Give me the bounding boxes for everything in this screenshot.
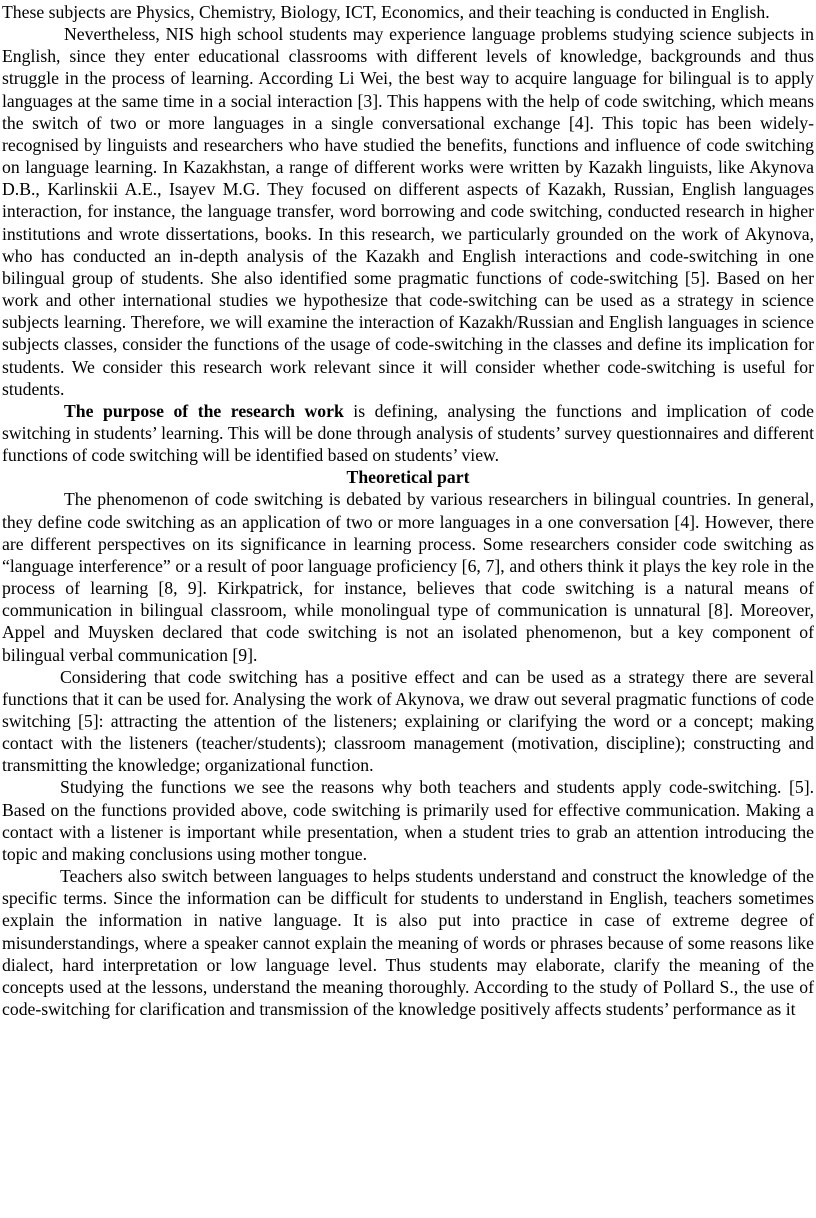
paragraph-phenomenon: The phenomenon of code switching is debated by various researchers in bilingual countries. In general, they define code switching as an application of two or more languages in a one conversation [4]. However, there are different perspectives on its significance in learning process. Some researchers consider code switching as “language interference” or a result of poor language proficiency [6, 7], and others think it plays the key role in the process of learning [8, 9]. Kirkpatrick, for instance, believes that code switching is a natural means of communication in bilingual classroom, while monolingual type of communication is unnatural [8]. Moreover, Appel and Muysken declared that code switching is not an isolated phenomenon, but a key component of bilingual verbal communication [9].	[2, 489, 814, 665]
paragraph-reasons: Studying the functions we see the reasons why both teachers and students apply code-switching. [5]. Based on the functions provided above, code switching is primarily used for effective communication. Making a contact with a listener is important while presentation, when a student tries to grab an attention introducing the topic and making conclusions using mother tongue.	[2, 777, 814, 864]
paragraph-functions: Considering that code switching has a positive effect and can be used as a strategy there are several functions that it can be used for. Analysing the work of Akynova, we draw out several pragmatic functions of code switching [5]: attracting the attention of the listeners; explaining or clarifying the word or a concept; making contact with the listeners (teacher/students); classroom management (motivation, discipline); constructing and transmitting the knowledge; organizational function.	[2, 666, 814, 776]
research-purpose-text: is defining, analysing the functions and implication of code switching in students’ learning. This will be done through analysis of students’ survey questionnaires and different functions of code switching will be identified based on students’ view.	[2, 400, 814, 466]
paragraph-research-purpose	[2, 400, 814, 466]
research-purpose-lead: The purpose of the research work	[64, 400, 344, 421]
paragraph-intro-continued: These subjects are Physics, Chemistry, Biology, ICT, Economics, and their teaching is conducted in English.	[2, 2, 770, 22]
paragraph-teachers-switch: Teachers also switch between languages to helps students understand and construct the knowledge of the specific terms. Since the information can be difficult for students to understand in English, teachers sometimes explain the information in native language. It is also put into practice in case of extreme degree of misunderstandings, where a speaker cannot explain the meaning of words or phrases because of some reasons like dialect, hard interpretation or low language level. Thus students may elaborate, clarify the meaning of the concepts used at the lessons, understand the meaning thoroughly. According to the study of Pollard S., the use of code-switching for clarification and transmission of the knowledge positively affects students’ performance as it	[2, 866, 814, 1020]
paragraph-code-switching-background: Nevertheless, NIS high school students may experience language problems studying science subjects in English, since they enter educational classrooms with different levels of knowledge, backgrounds and thus struggle in the process of learning. According Li Wei, the best way to acquire language for bilingual is to apply languages at the same time in a social interaction [3]. This happens with the help of code switching, which means the switch of two or more languages in a single conversational exchange [4]. This topic has been widely-recognised by linguists and researchers who have studied the benefits, functions and influence of code switching on language learning. In Kazakhstan, a range of different works were written by Kazakh linguists, like Akynova D.B., Karlinskii A.E., Isayev M.G. They focused on different aspects of Kazakh, Russian, English languages interaction, for instance, the language transfer, word borrowing and code switching, conducted research in higher institutions and wrote dissertations, books. In this research, we particularly grounded on the work of Akynova, who has conducted an in-depth analysis of the Kazakh and English interactions and code-switching in one bilingual group of students. She also identified some pragmatic functions of code-switching [5]. Based on her work and other international studies we hypothesize that code-switching can be used as a strategy in science subjects learning. Therefore, we will examine the interaction of Kazakh/Russian and English languages in science subjects classes, consider the functions of the usage of code-switching in the classes and define its implication for students. We consider this research work relevant since it will consider whether code-switching is useful for students.	[2, 24, 814, 399]
section-heading-theoretical-part: Theoretical part	[346, 467, 470, 488]
